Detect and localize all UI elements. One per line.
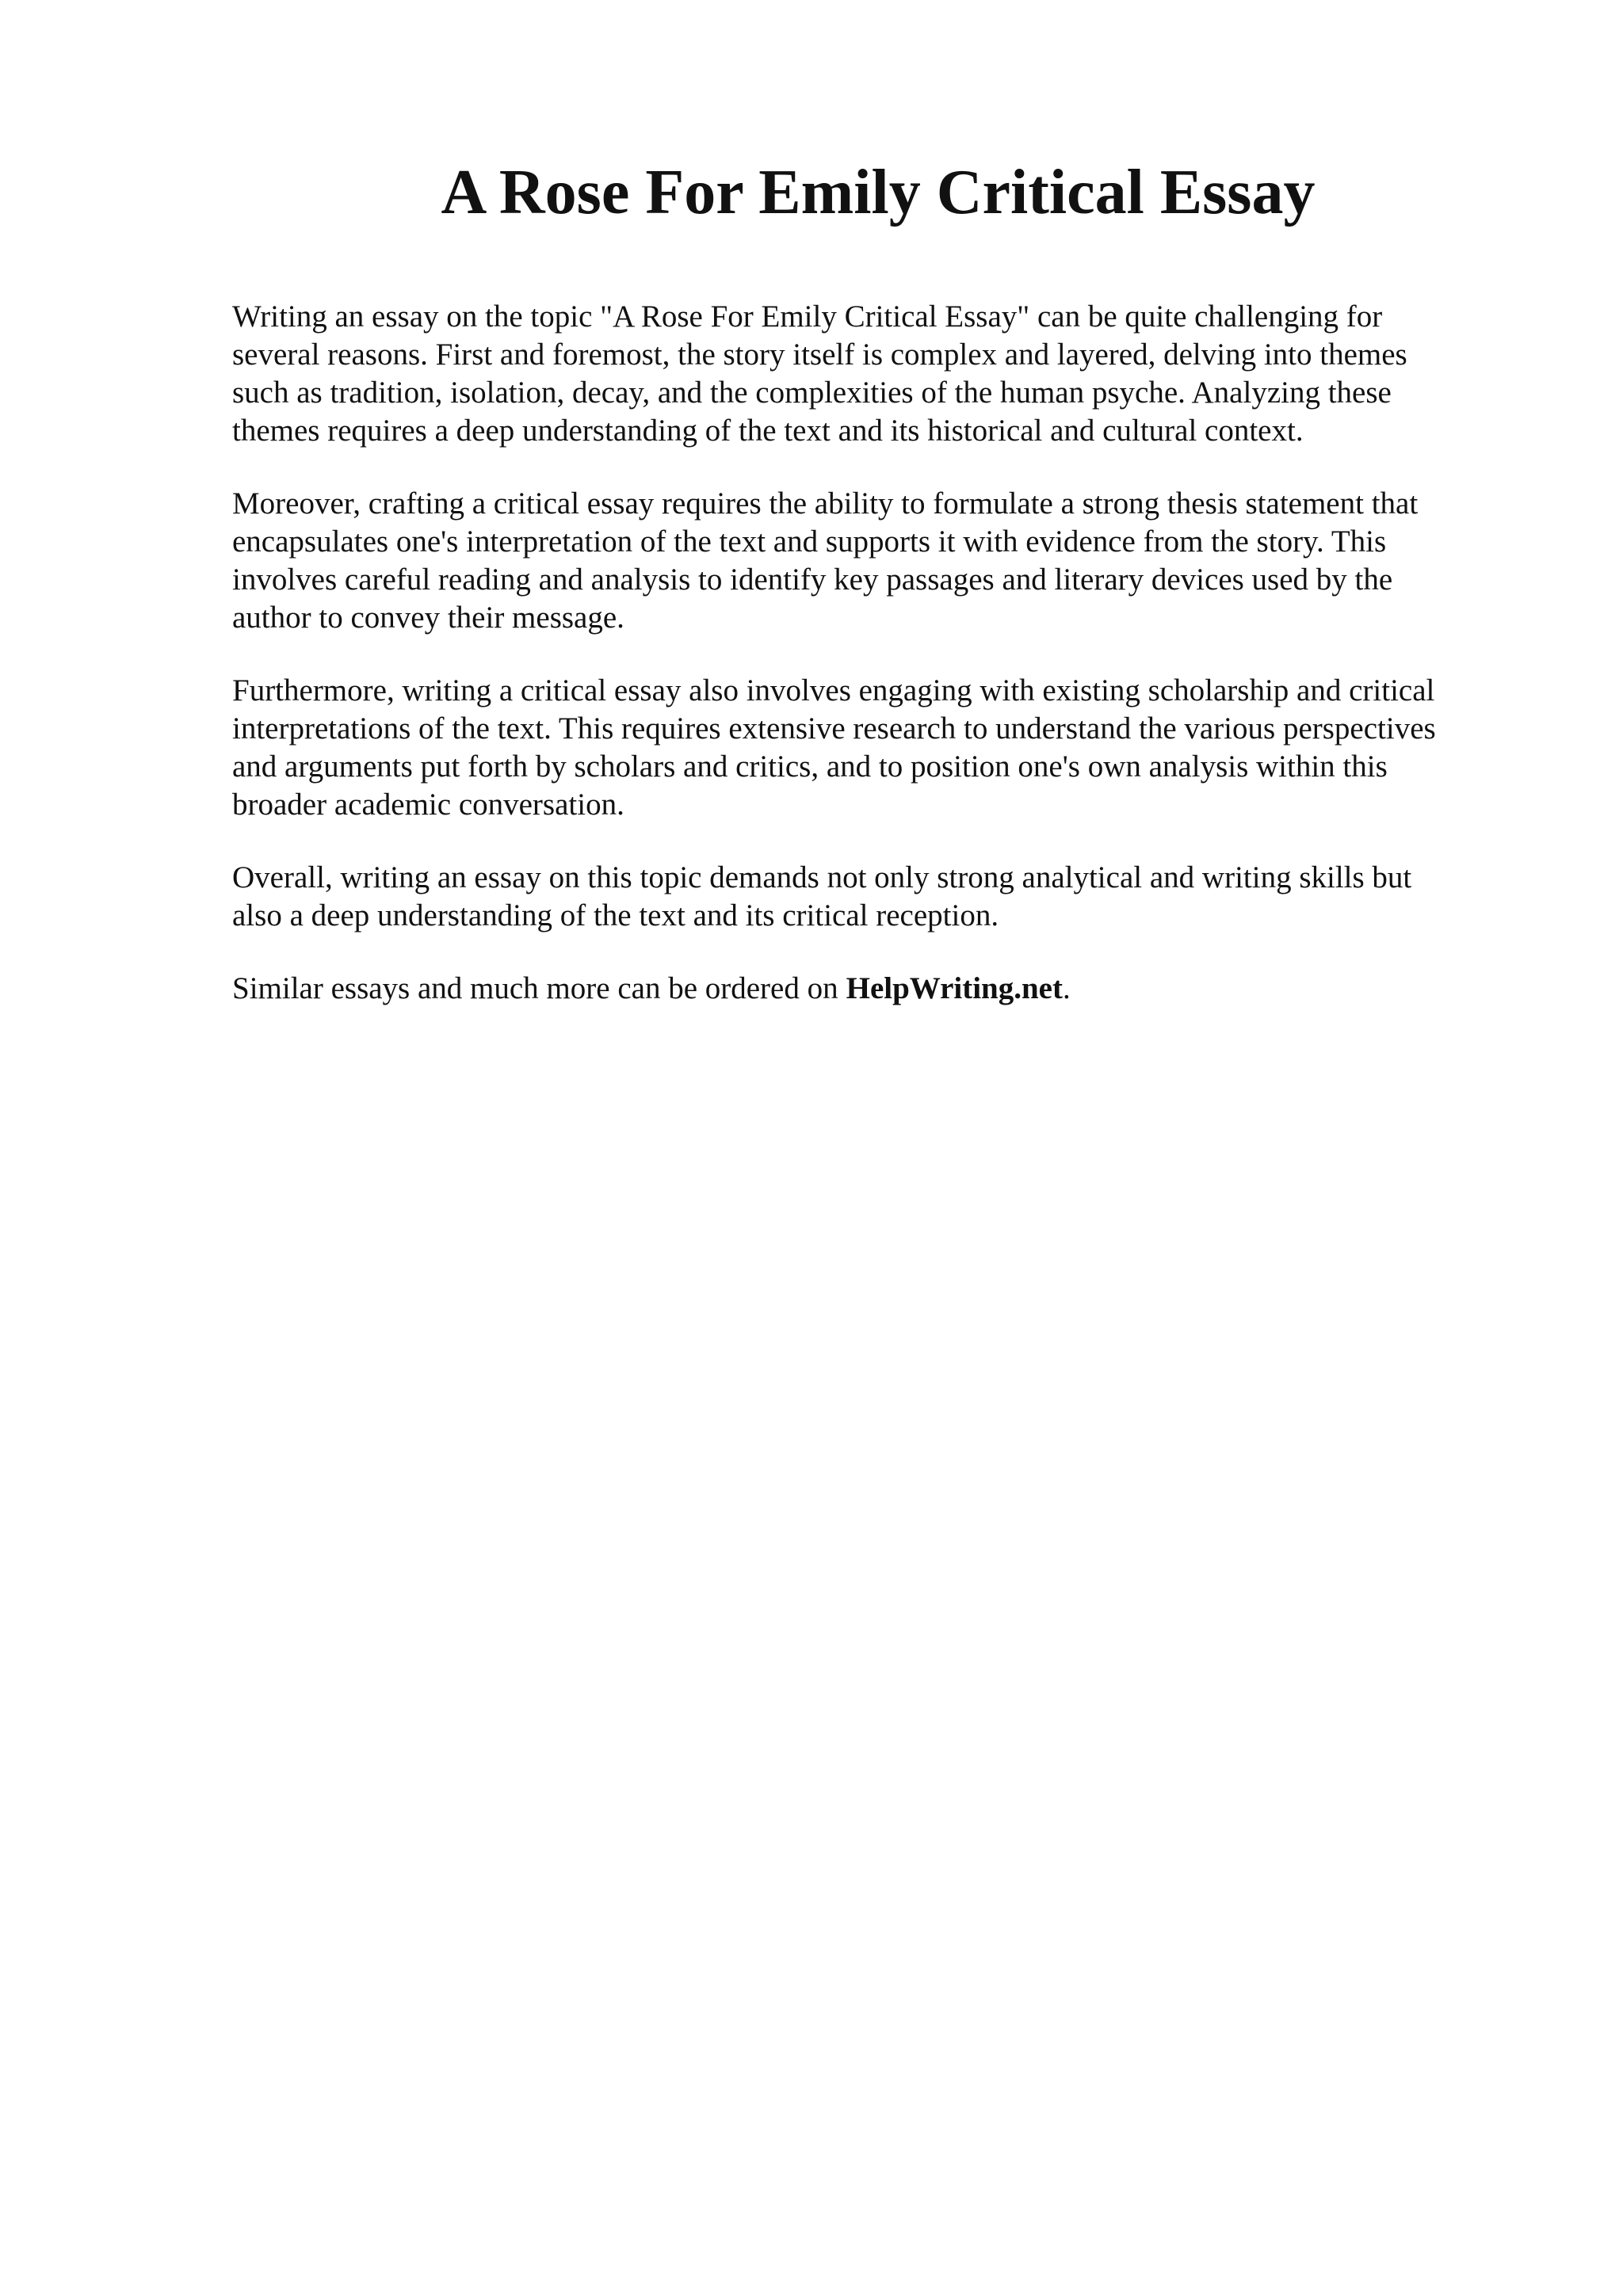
paragraph-line: themes requires a deep understanding of the text and its historical and cultural context. xyxy=(232,414,1304,448)
closing-line xyxy=(232,970,1532,1008)
document-title: A Rose For Emily Critical Essay xyxy=(441,158,1316,227)
paragraph-line: author to convey their message. xyxy=(232,601,624,635)
closing-text: Similar essays and much more can be ordered on xyxy=(232,971,838,1005)
paragraph-3 xyxy=(232,672,1532,824)
essay-body xyxy=(232,298,1532,1043)
paragraph-line: several reasons. First and foremost, the story itself is complex and layered, delving into themes xyxy=(232,338,1407,372)
paragraph-1 xyxy=(232,298,1532,450)
paragraph-line: interpretations of the text. This requires extensive research to understand the various perspectives xyxy=(232,711,1436,746)
closing-period: . xyxy=(1062,971,1071,1005)
paragraph-line: broader academic conversation. xyxy=(232,788,624,822)
paragraph-line: such as tradition, isolation, decay, and the complexities of the human psyche. Analyzing these xyxy=(232,376,1392,410)
paragraph-line: also a deep understanding of the text and its critical reception. xyxy=(232,898,999,933)
paragraph-line: Writing an essay on the topic "A Rose For Emily Critical Essay" can be quite challenging for xyxy=(232,299,1383,334)
paragraph-line: involves careful reading and analysis to identify key passages and literary devices used by the xyxy=(232,563,1393,597)
paragraph-line: Moreover, crafting a critical essay requires the ability to formulate a strong thesis statement that xyxy=(232,486,1419,521)
paragraph-line: encapsulates one's interpretation of the text and supports it with evidence from the story. This xyxy=(232,524,1387,559)
paragraph-line: Furthermore, writing a critical essay also involves engaging with existing scholarship and critical xyxy=(232,673,1435,707)
paragraph-2 xyxy=(232,485,1532,637)
site-name-link[interactable]: HelpWriting.net xyxy=(846,971,1063,1005)
paragraph-line: Overall, writing an essay on this topic demands not only strong analytical and writing skills but xyxy=(232,860,1412,894)
paragraph-line: and arguments put forth by scholars and critics, and to position one's own analysis within this xyxy=(232,749,1388,784)
paragraph-4 xyxy=(232,859,1532,935)
